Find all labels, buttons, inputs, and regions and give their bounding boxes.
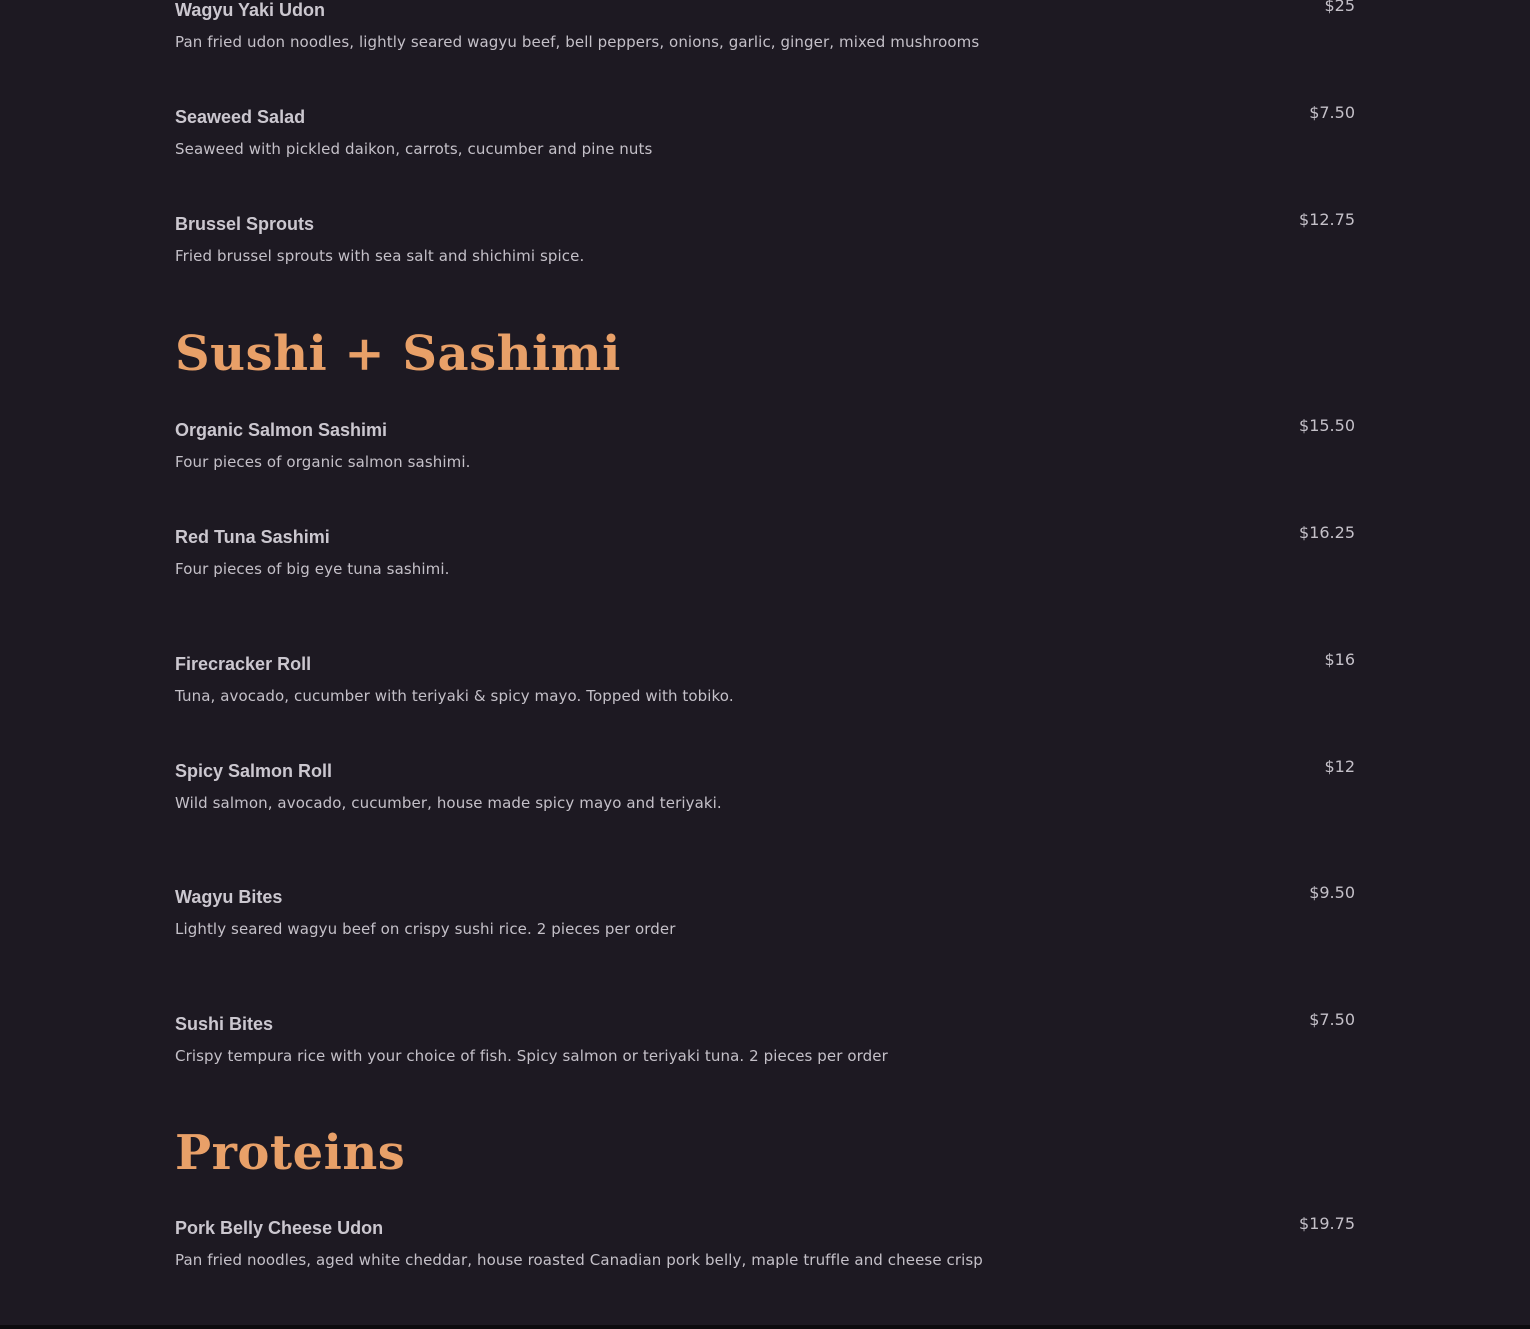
item-price: $12	[1324, 757, 1355, 776]
item-name: Wagyu Bites	[175, 887, 283, 907]
item-price: $15.50	[1299, 416, 1355, 435]
item-name: Wagyu Yaki Udon	[175, 0, 326, 20]
item-description: Crispy tempura rice with your choice of fish. Spicy salmon or teriyaki tuna. 2 pieces per order	[175, 1047, 888, 1065]
item-price: $7.50	[1309, 1010, 1355, 1029]
item-name: Spicy Salmon Roll	[175, 761, 333, 781]
item-price: $7.50	[1309, 103, 1355, 122]
item-description: Four pieces of big eye tuna sashimi.	[175, 560, 450, 578]
item-price: $9.50	[1309, 883, 1355, 902]
item-name: Brussel Sprouts	[175, 214, 315, 234]
item-description: Four pieces of organic salmon sashimi.	[175, 453, 471, 471]
item-name: Organic Salmon Sashimi	[175, 420, 388, 440]
item-price: $19.75	[1299, 1214, 1355, 1233]
section-title-sushi-sashimi: Sushi + Sashimi	[175, 326, 621, 382]
menu-list	[175, 0, 1355, 1329]
item-description: Wild salmon, avocado, cucumber, house made spicy mayo and teriyaki.	[175, 794, 722, 812]
item-name: Pork Belly Cheese Udon	[175, 1218, 384, 1238]
item-name: Sushi Bites	[175, 1014, 274, 1034]
item-name: Red Tuna Sashimi	[175, 527, 330, 547]
item-price: $25	[1324, 0, 1355, 15]
item-price: $16	[1324, 650, 1355, 669]
bottom-edge-bar	[0, 1325, 1530, 1329]
item-description: Seaweed with pickled daikon, carrots, cucumber and pine nuts	[175, 140, 653, 158]
item-description: Pan fried udon noodles, lightly seared wagyu beef, bell peppers, onions, garlic, ginger, mixed mushrooms	[175, 33, 980, 51]
item-name: Firecracker Roll	[175, 654, 312, 674]
item-name: Seaweed Salad	[175, 107, 306, 127]
item-price: $16.25	[1299, 523, 1355, 542]
item-description: Pan fried noodles, aged white cheddar, house roasted Canadian pork belly, maple truffle and cheese crisp	[175, 1251, 983, 1269]
item-description: Lightly seared wagyu beef on crispy sushi rice. 2 pieces per order	[175, 920, 676, 938]
item-description: Tuna, avocado, cucumber with teriyaki & spicy mayo. Topped with tobiko.	[175, 687, 734, 705]
item-description: Fried brussel sprouts with sea salt and shichimi spice.	[175, 247, 585, 265]
item-price: $12.75	[1299, 210, 1355, 229]
section-title-proteins: Proteins	[175, 1125, 406, 1181]
